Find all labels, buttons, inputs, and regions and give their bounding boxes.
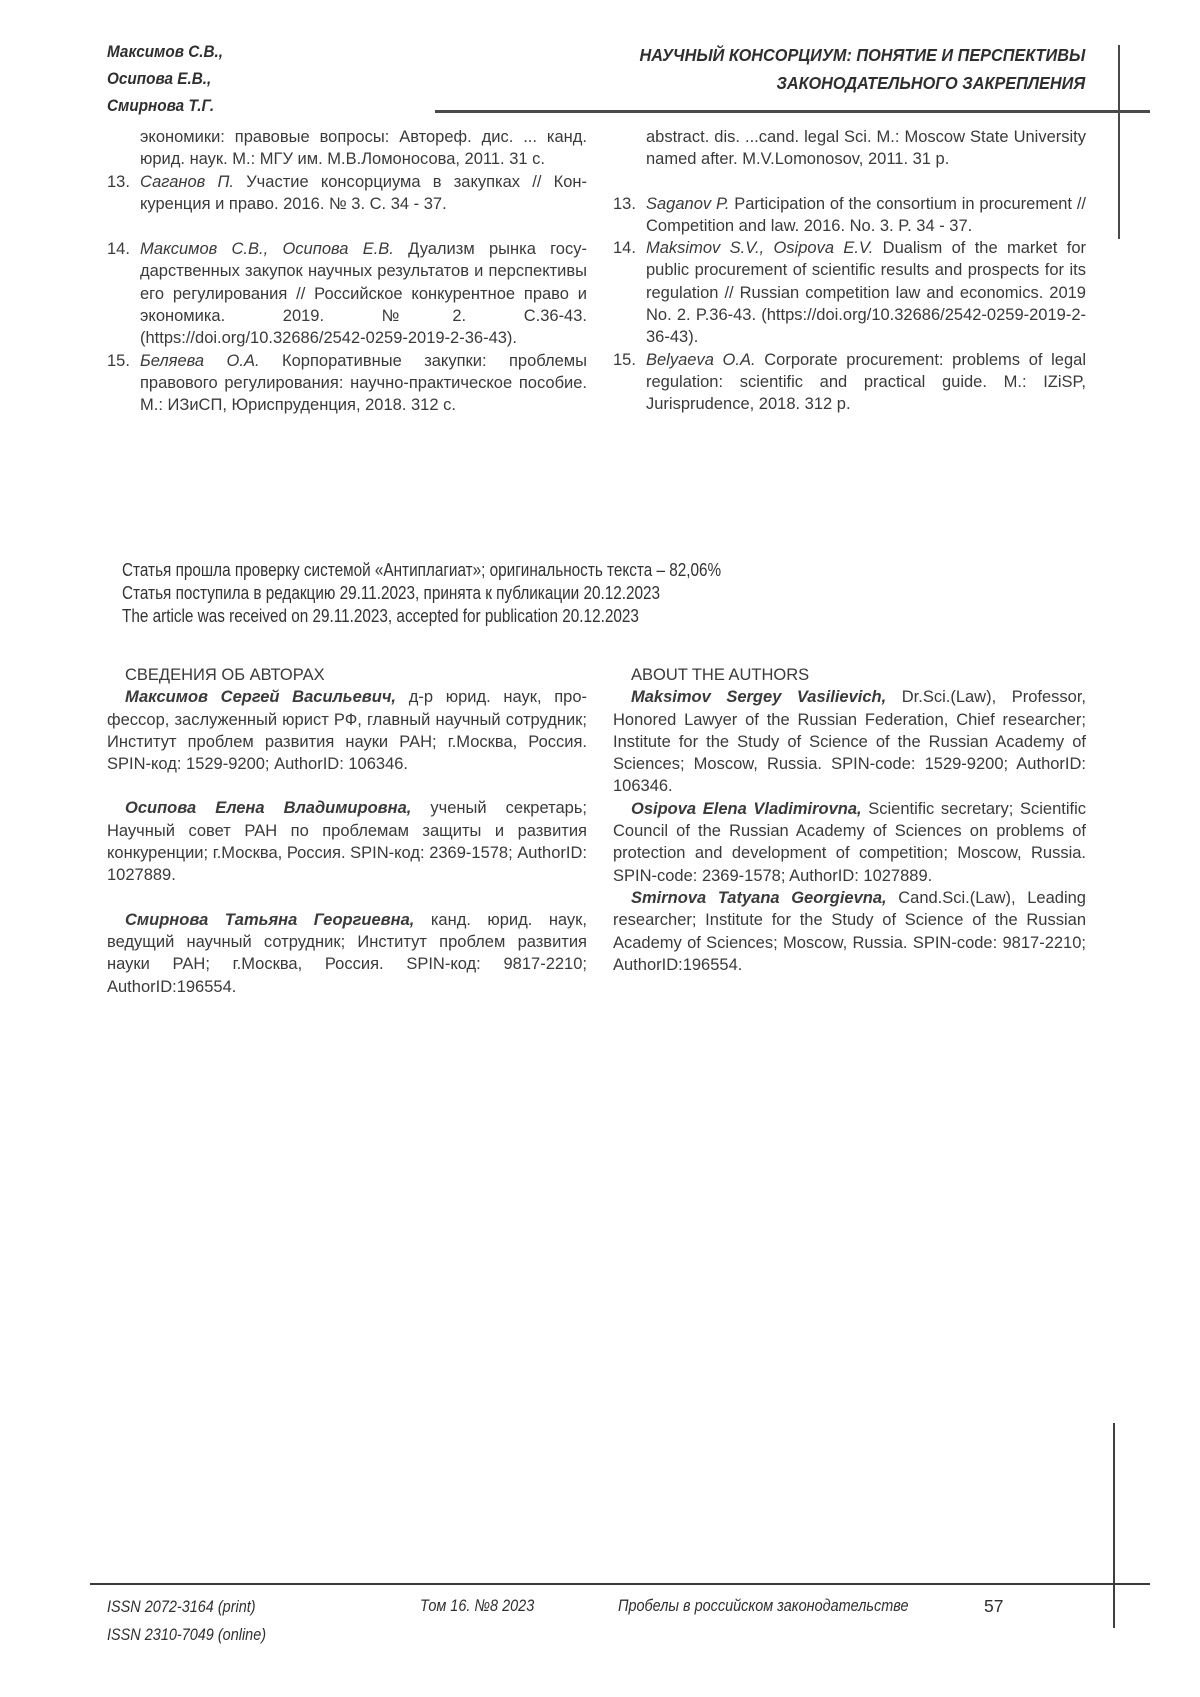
reference-text: Participation of the consortium in procurement // Competition and law. 2016. No. 3. P. 34 - 37. (646, 194, 1086, 235)
reference-number: 13. (107, 172, 130, 191)
bottom-right-vertical-rule (1113, 1423, 1115, 1628)
reference-author: Saganov P. (646, 194, 730, 213)
author-bio (107, 797, 587, 886)
reference-author: Беляева О.А. (140, 351, 260, 370)
received-date-english: The article was received on 29.11.2023, accepted for publication 20.12.2023 (122, 606, 639, 626)
reference-item (613, 237, 1086, 348)
author-bio (107, 686, 587, 775)
footer-volume-issue: Том 16. №8 2023 (420, 1596, 535, 1615)
header-author-line: Максимов С.В., (107, 42, 224, 61)
reference-item (613, 126, 1086, 171)
reference-item (107, 126, 587, 171)
reference-text: Участие консорциума в закупках // Конкуренция и право. 2016. № 3. С. 34 - 37. (140, 172, 587, 213)
reference-number (107, 126, 140, 171)
author-bio (107, 909, 587, 998)
author-bio-text: канд. юрид. наук, ведущий научный сотрудник; Институт проблем развития науки РАН; г.Москва, Россия. SPIN-код: 9817-2210; AuthorID:196554. (107, 910, 587, 996)
reference-author: Максимов С.В., Осипова Е.В. (140, 240, 394, 259)
author-bio (613, 798, 1086, 887)
author-bio-text: Scientific secretary; Scientific Council of the Russian Academy of Sciences on problems of protection and development of competition; Moscow, Russia. SPIN-code: 2369-1578; AuthorID: 1027889. (613, 799, 1086, 885)
article-title (639, 41, 1085, 97)
top-right-vertical-rule (1118, 45, 1120, 239)
reference-number: 13. (613, 194, 636, 213)
about-authors-header-english: ABOUT THE AUTHORS (631, 666, 810, 684)
reference-author: Belyaeva O.A. (646, 350, 756, 369)
reference-text: Корпоративные закупки: проблемы правового регулирования: научно-практическое пособие. М.: ИЗиСП, Юриспруденция, 2018. 312 с. (140, 351, 587, 415)
header-rule (435, 110, 1150, 113)
header-author-line: Осипова Е.В., (107, 69, 212, 88)
reference-author: Maksimov S.V., Osipova E.V. (646, 239, 874, 258)
author-bio-name: Максимов Сергей Васильевич, (125, 688, 397, 707)
issn-online: ISSN 2310-7049 (online) (107, 1625, 267, 1644)
about-authors-header-russian: СВЕДЕНИЯ ОБ АВТОРАХ (125, 666, 325, 684)
author-bio (613, 686, 1086, 797)
about-authors-english (613, 664, 1086, 976)
author-bio-text: Dr.Sci.(Law), Professor, Honored Lawyer of the Russian Federation, Chief researcher; Institute for the Study of Science of the Russian Academy of Sciences; Moscow, Russia. SPIN-code: 1529-9200; AuthorID: 106346. (613, 688, 1086, 796)
reference-text: Dualism of the market for public procurement of scientific results and prospects for its regulation // Russian competition law and economics. 2019 No. 2. P.36-43. (https://doi.​org/10.32686/2542-0259-2019-2-36-43). (646, 239, 1086, 347)
article-title-line: ЗАКОНОДАТЕЛЬНОГО ЗАКРЕПЛЕНИЯ (776, 73, 1085, 93)
author-bio-text: д-р юрид. наук, профессор, заслуженный юрист РФ, главный научный сотрудник; Институт проблем развития науки РАН; г.Москва, Россия. SPIN-код: 1529-9200; AuthorID: 106346. (107, 688, 587, 774)
references-column-english (613, 126, 1086, 416)
author-bio-name: Осипова Елена Владимировна, (125, 799, 412, 818)
footer-issn (107, 1593, 294, 1649)
author-bio-name: Смирнова Татьяна Георгиевна, (125, 910, 415, 929)
author-bio-text: Cand.Sci.(Law), Leading researcher; Institute for the Study of Science of the Russian Academy of Sciences; Moscow, Russia. SPIN-code: 9817-2210; AuthorID:196554. (613, 888, 1086, 974)
reference-number: 14. (613, 239, 636, 258)
reference-item (107, 238, 587, 349)
header-author-line: Смирнова Т.Г. (107, 96, 215, 115)
reference-number (613, 126, 646, 171)
footer-rule (90, 1583, 1150, 1585)
reference-item (107, 171, 587, 216)
reference-author: Саганов П. (140, 172, 235, 191)
article-title-line: НАУЧНЫЙ КОНСОРЦИУМ: ПОНЯТИЕ И ПЕРСПЕКТИВЫ (639, 45, 1085, 65)
reference-number: 15. (613, 350, 636, 369)
reference-number: 14. (107, 240, 130, 259)
reference-text: abstract. dis. ...cand. legal Sci. M.: Moscow State University named after. M.V.Lomonosov, 2011. 31 p. (646, 128, 1086, 169)
header-authors (107, 38, 223, 119)
footer-journal-name: Пробелы в российском законодательстве (618, 1596, 909, 1615)
reference-text: Corporate procurement: problems of legal regulation: scientific and practical guide. M.: IZiSP, Jurisprudence, 2018. 312 p. (646, 350, 1086, 414)
reference-item (613, 349, 1086, 416)
reference-text: Дуализм рынка государственных закупок научных результатов и перспективы его регулирования // Российское конкурентное право и экономика. 2019. №2. С.36-43. (https://doi.org/10.32686/2542-0259-2019-2-36-43). (140, 240, 587, 348)
author-bio (613, 887, 1086, 976)
author-bio-name: Smirnova Tatyana Georgievna, (631, 888, 887, 907)
footer-page-number: 57 (984, 1596, 1004, 1616)
references-column-russian (107, 126, 587, 417)
reference-number: 15. (107, 351, 130, 370)
issn-print: ISSN 2072-3164 (print) (107, 1597, 256, 1616)
antiplagiat-note: Статья прошла проверку системой «Антиплагиат»; оригинальность текста – 82,06% (122, 560, 722, 580)
reference-item (107, 350, 587, 417)
about-authors-russian (107, 664, 587, 1020)
received-date-russian: Статья поступила в редакцию 29.11.2023, принята к публикации 20.12.2023 (122, 583, 661, 603)
author-bio-text: ученый секретарь; Научный совет РАН по проблемам защиты и развития конкуренции; г.Москва, Россия. SPIN-код: 2369-1578; AuthorID: 1027889. (107, 799, 587, 885)
reference-text: экономики: правовые вопросы: Автореф. дис. ... канд. юрид. наук. М.: МГУ им. М.В.Ломоносова, 2011. 31 с. (140, 128, 587, 169)
reference-item (613, 193, 1086, 238)
author-bio-name: Maksimov Sergey Vasilievich, (631, 688, 887, 707)
author-bio-name: Osipova Elena Vladimirovna, (631, 799, 862, 818)
